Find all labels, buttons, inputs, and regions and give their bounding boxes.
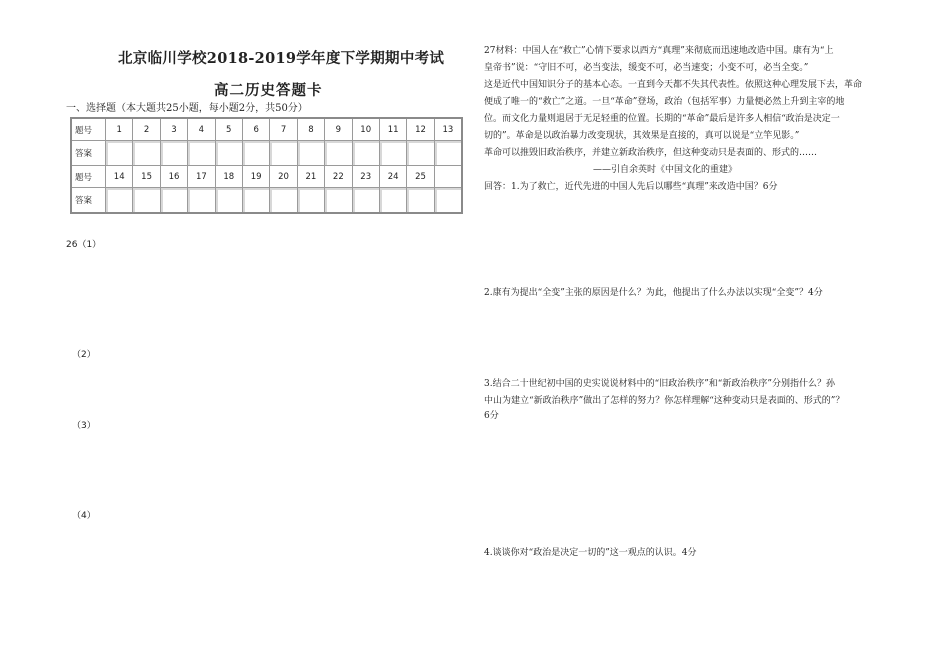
question-number: 25 [407,166,434,188]
answer-row-2 [71,188,462,214]
q26-part1-label: 26（1） [66,240,102,250]
question-number: 6 [242,118,269,141]
material-line: 这是近代中国知识分子的基本心态。一直到今天都不失其代表性。依照这种心理发展下去，革命 [484,80,863,90]
number-row-1 [71,118,462,141]
answer-cell[interactable] [352,188,379,214]
q26-part3-label: （3） [72,421,96,431]
question-number: 23 [352,166,379,188]
row-label-answer: 答案 [71,188,106,214]
question-number: 5 [215,118,242,141]
question-number: 22 [325,166,352,188]
answer-cell[interactable] [325,141,352,166]
question-number: 11 [379,118,406,141]
question-number: 20 [270,166,297,188]
q26-part4-label: （4） [72,511,96,521]
answer-cell[interactable] [270,141,297,166]
question-number: 2 [133,118,160,141]
answer-cell[interactable] [379,141,406,166]
answer-cell[interactable] [379,188,406,214]
question-number: 19 [242,166,269,188]
question-number: 16 [160,166,187,188]
answer-cell[interactable] [352,141,379,166]
material-line: 位。而文化力量则退居于无足轻重的位置。长期的“革命”最后是许多人相信“政治是决定一 [484,114,840,124]
answer-cell[interactable] [133,188,160,214]
question-number: 14 [106,166,133,188]
question-number: 10 [352,118,379,141]
answer-cell[interactable] [188,141,215,166]
material-line: 切的”。革命是以政治暴力改变现状，其效果是直接的，真可以说是“立竿见影。” [484,131,800,141]
question-number: 12 [407,118,434,141]
material-line: 便成了唯一的“救亡”之道。一旦“革命”登场，政治（包括军事）力量便必然上升到主宰的地 [484,97,845,107]
answer-cell[interactable] [188,188,215,214]
exam-title: 北京临川学校2018-2019学年度下学期期中考试 [118,50,445,67]
question-number: 15 [133,166,160,188]
question-number: 1 [106,118,133,141]
question-number: 8 [297,118,324,141]
question-number: 7 [270,118,297,141]
question-number: 13 [434,118,462,141]
question-number: 17 [188,166,215,188]
number-row-2 [71,166,462,188]
q26-part2-label: （2） [72,350,96,360]
row-label-answer: 答案 [71,141,106,166]
q27-question3-line3: 6分 [484,411,499,421]
answer-cell[interactable] [215,141,242,166]
question-number: 4 [188,118,215,141]
q27-question2: 2.康有为提出“全变”主张的原因是什么？为此，他提出了什么办法以实现“全变”？4分 [484,288,823,298]
q27-question3-line2: 中山为建立“新政治秩序”做出了怎样的努力？你怎样理解“这种变动只是表面的、形式的”？ [484,396,845,406]
answer-cell[interactable] [270,188,297,214]
row-label-number: 题号 [71,118,106,141]
answer-row-1 [71,141,462,166]
question-number [434,166,462,188]
answer-cell[interactable] [106,188,133,214]
answer-cell[interactable] [106,141,133,166]
question-number: 24 [379,166,406,188]
answer-cell[interactable] [407,141,434,166]
answer-cell[interactable] [242,188,269,214]
material-line: 革命可以推毁旧政治秩序，并建立新政治秩序，但这种变动只是表面的、形式的…… [484,148,818,158]
material-line: 27材料：中国人在“救亡”心情下要求以西方“真理”来彻底而迅速地改造中国。康有为“上 [484,46,834,56]
material-source: ——引自余英时《中国文化的重建》 [593,165,738,175]
answer-cell[interactable] [160,188,187,214]
question-number: 3 [160,118,187,141]
answer-sheet-title: 高二历史答题卡 [214,82,323,99]
answer-grid [70,117,463,214]
answer-cell[interactable] [407,188,434,214]
question-number: 9 [325,118,352,141]
row-label-number: 题号 [71,166,106,188]
q27-question1: 回答：1.为了救亡，近代先进的中国人先后以哪些“真理”来改造中国？6分 [484,182,778,192]
question-number: 18 [215,166,242,188]
answer-cell[interactable] [215,188,242,214]
q27-question3-line1: 3.结合二十世纪初中国的史实说说材料中的“旧政治秩序”和“新政治秩序”分别指什么？孙 [484,379,835,389]
material-line: 皇帝书”说：“守旧不可，必当变法，缓变不可，必当速变；小变不可，必当全变。” [484,63,809,73]
answer-cell[interactable] [133,141,160,166]
answer-cell[interactable] [242,141,269,166]
answer-cell[interactable] [297,188,324,214]
question-number: 21 [297,166,324,188]
answer-cell[interactable] [434,188,462,214]
answer-cell[interactable] [160,141,187,166]
section1-heading: 一、选择题（本大题共25小题，每小题2分，共50分） [66,103,308,114]
answer-cell[interactable] [434,141,462,166]
answer-cell[interactable] [325,188,352,214]
q27-question4: 4.谈谈你对“政治是决定一切的”这一观点的认识。4分 [484,548,697,558]
answer-cell[interactable] [297,141,324,166]
